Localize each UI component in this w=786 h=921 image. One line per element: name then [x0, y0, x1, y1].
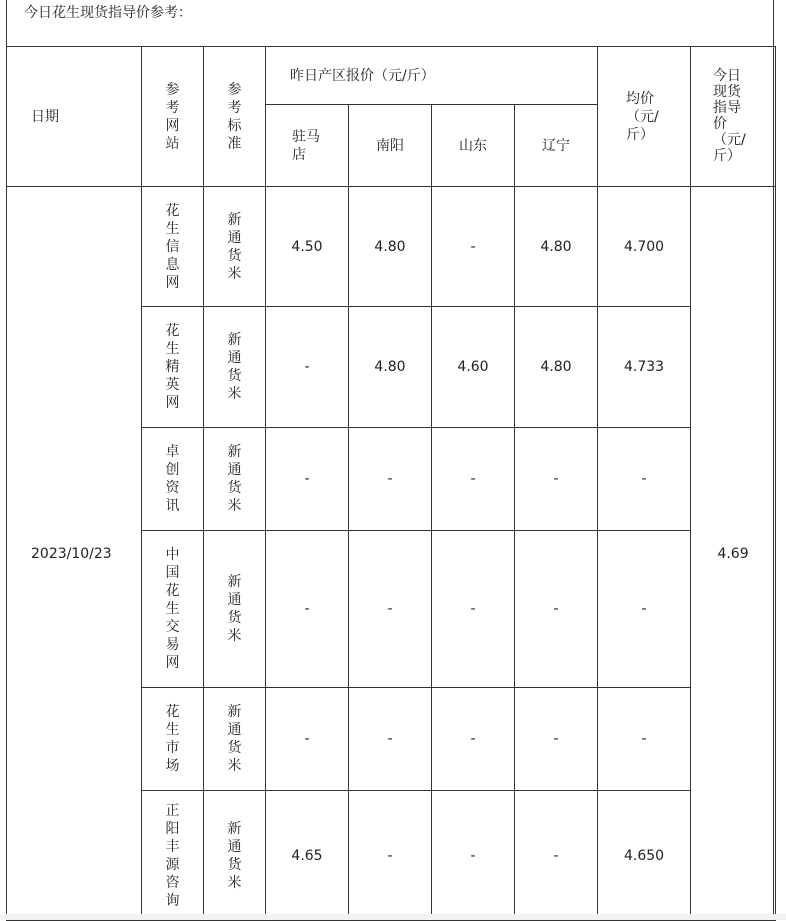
price-cell: 4.80	[515, 187, 598, 307]
header-date: 日期	[7, 47, 142, 187]
header-region-nanyang: 南阳	[349, 105, 432, 187]
standard-cell: 新通货米	[204, 307, 266, 428]
price-cell: 4.80	[515, 307, 598, 428]
header-yesterday-quotes: 昨日产区报价（元/斤）	[266, 47, 598, 105]
site-cell: 正阳丰源咨询	[142, 791, 204, 921]
average-cell: -	[598, 688, 691, 791]
guide-price-cell: 4.69	[691, 187, 776, 921]
page-caption: 今日花生现货指导价参考：	[24, 5, 192, 21]
price-cell: -	[432, 428, 515, 531]
header-average: 均价（元/斤）	[598, 47, 691, 187]
price-cell: -	[266, 688, 349, 791]
standard-cell: 新通货米	[204, 428, 266, 531]
site-cell: 花生精英网	[142, 307, 204, 428]
header-region-shandong: 山东	[432, 105, 515, 187]
price-cell: -	[515, 688, 598, 791]
price-cell: -	[432, 688, 515, 791]
price-cell: 4.50	[266, 187, 349, 307]
average-cell: -	[598, 428, 691, 531]
bottom-strip	[0, 914, 786, 920]
price-cell: -	[432, 791, 515, 921]
header-region-liaoning: 辽宁	[515, 105, 598, 187]
price-cell: -	[266, 307, 349, 428]
price-cell: -	[266, 531, 349, 688]
average-cell: 4.650	[598, 791, 691, 921]
price-cell: -	[266, 428, 349, 531]
price-cell: 4.60	[432, 307, 515, 428]
header-site: 参考网站	[142, 47, 204, 187]
site-cell: 卓创资讯	[142, 428, 204, 531]
header-guide-price: 今日现货指导价（元/斤）	[691, 47, 776, 187]
standard-cell: 新通货米	[204, 791, 266, 921]
average-cell: 4.733	[598, 307, 691, 428]
price-cell: 4.80	[349, 307, 432, 428]
date-cell: 2023/10/23	[7, 187, 142, 921]
standard-cell: 新通货米	[204, 531, 266, 688]
standard-cell: 新通货米	[204, 688, 266, 791]
site-cell: 花生信息网	[142, 187, 204, 307]
price-cell: -	[515, 531, 598, 688]
average-cell: 4.700	[598, 187, 691, 307]
site-cell: 花生市场	[142, 688, 204, 791]
average-cell: -	[598, 531, 691, 688]
price-cell: 4.80	[349, 187, 432, 307]
price-cell: -	[349, 791, 432, 921]
price-table	[6, 46, 776, 921]
price-cell: 4.65	[266, 791, 349, 921]
standard-cell: 新通货米	[204, 187, 266, 307]
price-cell: -	[432, 187, 515, 307]
header-standard: 参考标准	[204, 47, 266, 187]
price-cell: -	[515, 791, 598, 921]
price-cell: -	[349, 688, 432, 791]
header-region-zhumadian: 驻马店	[266, 105, 349, 187]
site-cell: 中国花生交易网	[142, 531, 204, 688]
price-cell: -	[349, 531, 432, 688]
price-cell: -	[432, 531, 515, 688]
price-cell: -	[349, 428, 432, 531]
price-cell: -	[515, 428, 598, 531]
